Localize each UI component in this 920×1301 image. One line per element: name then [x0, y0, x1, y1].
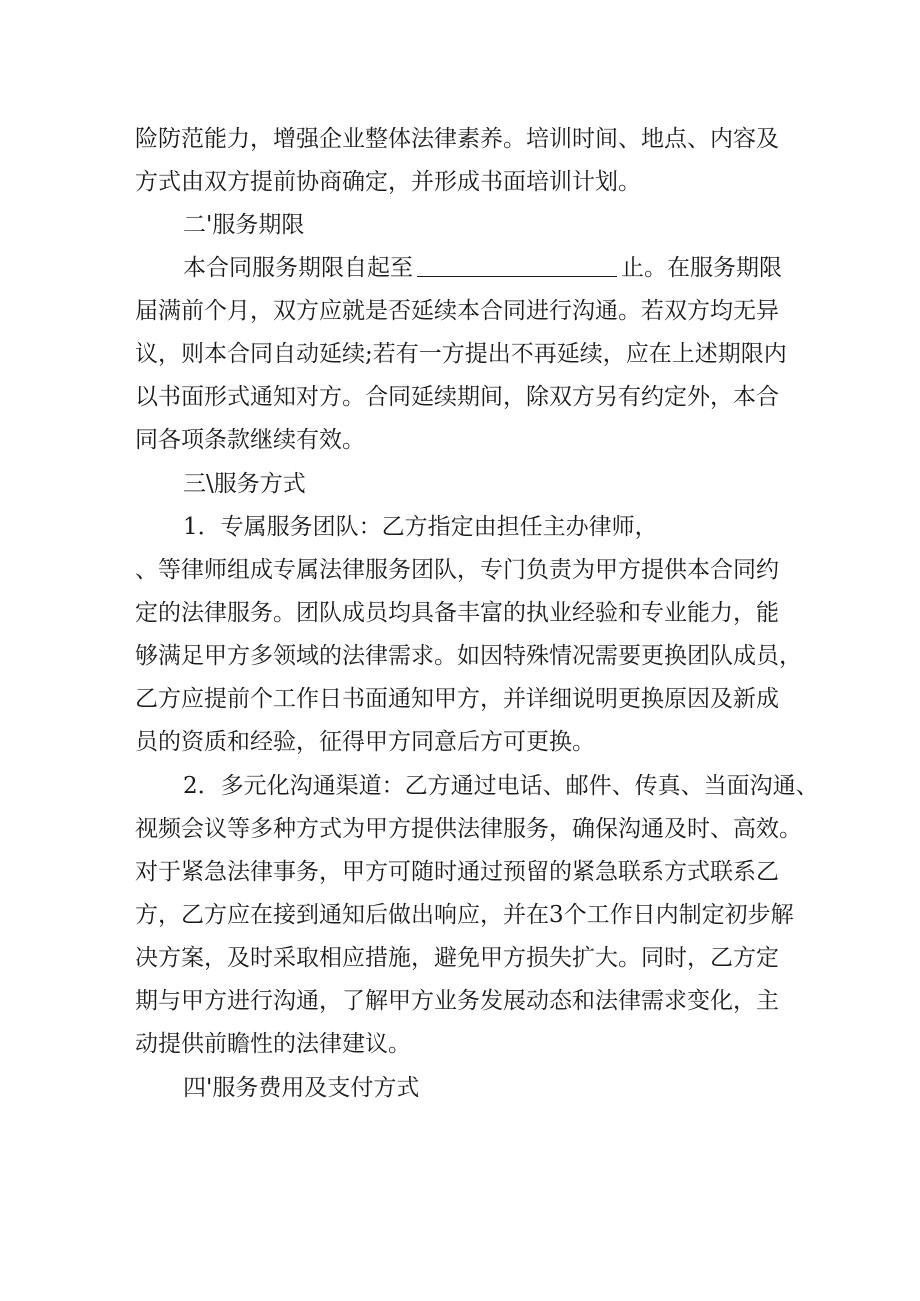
paragraph-line: 员的资质和经验，征得甲方同意后方可更换。 — [135, 729, 595, 755]
fill-in-blank[interactable] — [417, 256, 617, 277]
paragraph-line: 险防范能力，增强企业整体法律素养。培训时间、地点、内容及 — [135, 126, 779, 152]
term-text-before: 本合同服务期限自起至 — [183, 255, 413, 281]
paragraph-line: 够满足甲方多领域的法律需求。如因特殊情况需要更换团队成员， — [135, 643, 802, 669]
paragraph-line: 方，乙方应在接到通知后做出响应，并在3个工作日内制定初步解 — [135, 902, 794, 928]
paragraph-line: 方式由双方提前协商确定，并形成书面培训计划。 — [135, 169, 641, 195]
paragraph-line: 视频会议等多种方式为甲方提供法律服务，确保沟通及时、高效。 — [135, 816, 802, 842]
section-heading-service-term: 二'服务期限 — [183, 212, 305, 238]
paragraph-line: 届满前个月，双方应就是否延续本合同进行沟通。若双方均无异 — [135, 298, 779, 324]
section-heading-service-method: 三\服务方式 — [183, 471, 306, 497]
paragraph-line: 2．多元化沟通渠道：乙方通过电话、邮件、传真、当面沟通、 — [183, 773, 819, 799]
paragraph-line: 定的法律服务。团队成员均具备丰富的执业经验和专业能力，能 — [135, 600, 779, 626]
paragraph-line: 乙方应提前个工作日书面通知甲方，并详细说明更换原因及新成 — [135, 686, 779, 712]
paragraph-line: 动提供前瞻性的法律建议。 — [135, 1031, 411, 1057]
paragraph-line: 以书面形式通知对方。合同延续期间，除双方另有约定外，本合 — [135, 384, 779, 410]
paragraph-line: 、等律师组成专属法律服务团队，专门负责为甲方提供本合同约 — [135, 557, 779, 583]
paragraph-line: 决方案，及时采取相应措施，避免甲方损失扩大。同时，乙方定 — [135, 945, 779, 971]
paragraph-line: 议，则本合同自动延续;若有一方提出不再延续，应在上述期限内 — [135, 341, 787, 367]
paragraph-line: 1．专属服务团队：乙方指定由担任主办律师， — [183, 514, 658, 540]
paragraph-line — [183, 253, 782, 283]
paragraph-line: 期与甲方进行沟通，了解甲方业务发展动态和法律需求变化，主 — [135, 988, 779, 1014]
paragraph-line: 同各项条款继续有效。 — [135, 427, 365, 453]
term-text-after: 止。在服务期限 — [621, 255, 782, 281]
section-heading-fees: 四'服务费用及支付方式 — [183, 1075, 420, 1101]
paragraph-line: 对于紧急法律事务，甲方可随时通过预留的紧急联系方式联系乙 — [135, 859, 779, 885]
